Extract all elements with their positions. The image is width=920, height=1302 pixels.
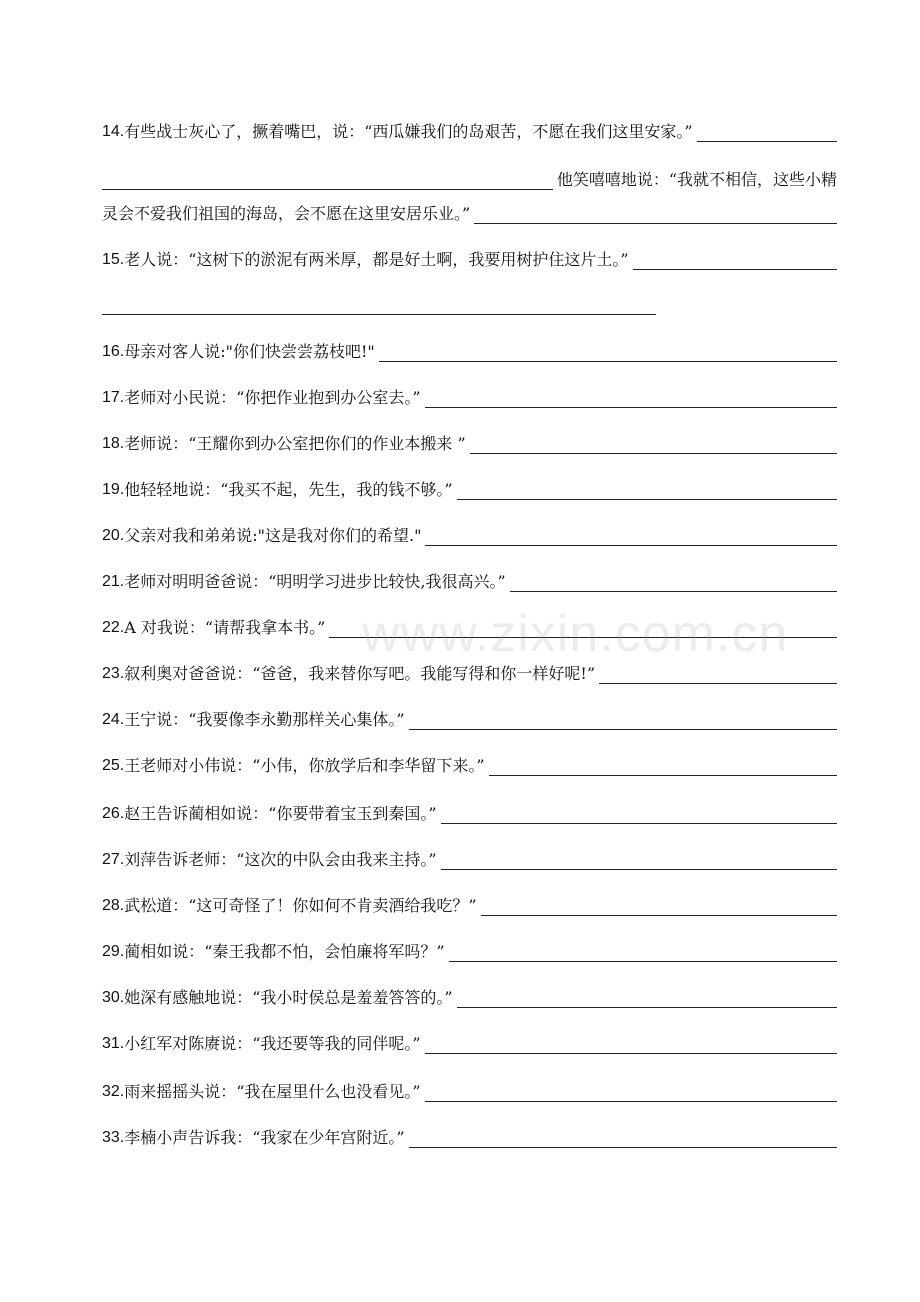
- question-15: [102, 246, 837, 270]
- question-text: 母亲对客人说:"你们快尝尝荔枝吧!": [124, 342, 375, 361]
- answer-blank[interactable]: [457, 989, 837, 1008]
- question-text: 老师说：“王耀你到办公室把你们的作业本搬来 ”: [124, 434, 466, 453]
- answer-blank[interactable]: [409, 711, 837, 730]
- question-text: 灵会不爱我们祖国的海岛，会不愿在这里安居乐业。”: [102, 204, 471, 223]
- question-14-line-3: [102, 200, 837, 224]
- question-text: 老师对明明爸爸说：“明明学习进步比较快,我很高兴。”: [124, 572, 506, 591]
- question-22: [102, 614, 837, 638]
- question-28: [102, 892, 837, 916]
- question-number: 29.: [102, 943, 125, 960]
- answer-blank[interactable]: [457, 481, 837, 500]
- question-27: [102, 846, 837, 870]
- answer-blank-continuation[interactable]: [102, 314, 656, 315]
- question-14: [102, 118, 837, 142]
- answer-blank[interactable]: [489, 757, 837, 776]
- answer-blank[interactable]: [379, 343, 837, 362]
- question-number: 30.: [102, 989, 125, 1006]
- answer-blank[interactable]: [470, 435, 837, 454]
- answer-blank[interactable]: [441, 851, 837, 870]
- question-26: [102, 800, 837, 824]
- question-18: [102, 430, 837, 454]
- question-number: 22.: [102, 619, 125, 636]
- question-text: 王宁说：“我要像李永勤那样关心集体。”: [124, 710, 405, 729]
- answer-blank[interactable]: [474, 205, 837, 224]
- answer-blank[interactable]: [481, 897, 837, 916]
- question-24: [102, 706, 837, 730]
- question-text: 小红军对陈赓说：“我还要等我的同伴呢。”: [124, 1034, 421, 1053]
- question-30: [102, 984, 837, 1008]
- question-number: 28.: [102, 897, 125, 914]
- answer-blank[interactable]: [409, 1129, 837, 1148]
- question-text: 王老师对小伟说：“小伟，你放学后和李华留下来。”: [124, 756, 485, 775]
- question-17: [102, 384, 837, 408]
- answer-blank[interactable]: [510, 573, 837, 592]
- question-number: 33.: [102, 1129, 125, 1146]
- answer-blank[interactable]: [425, 1035, 837, 1054]
- question-number: 26.: [102, 805, 125, 822]
- question-text: 老师对小民说：“你把作业抱到办公室去。”: [124, 388, 421, 407]
- answer-blank[interactable]: [425, 389, 837, 408]
- answer-blank[interactable]: [329, 619, 837, 638]
- answer-blank[interactable]: [633, 251, 837, 270]
- question-number: 24.: [102, 711, 125, 728]
- question-14-line-2: [102, 166, 837, 190]
- question-20: [102, 522, 837, 546]
- question-number: 25.: [102, 757, 125, 774]
- question-text: 老人说：“这树下的淤泥有两米厚，都是好土啊，我要用树护住这片土。”: [124, 250, 629, 269]
- answer-blank[interactable]: [425, 1083, 837, 1102]
- question-33: [102, 1124, 837, 1148]
- question-29: [102, 938, 837, 962]
- question-number: 18.: [102, 435, 125, 452]
- question-text: 刘萍告诉老师：“这次的中队会由我来主持。”: [124, 850, 437, 869]
- answer-blank[interactable]: [425, 527, 837, 546]
- question-text: 李楠小声告诉我：“我家在少年宫附近。”: [124, 1128, 405, 1147]
- answer-blank[interactable]: [441, 805, 837, 824]
- question-number: 27.: [102, 851, 125, 868]
- question-number: 15.: [102, 251, 125, 268]
- question-number: 19.: [102, 481, 125, 498]
- watermark: www.zixin.com.cn: [362, 605, 789, 663]
- question-text: 赵王告诉蔺相如说：“你要带着宝玉到秦国。”: [124, 804, 437, 823]
- question-number: 16.: [102, 343, 125, 360]
- question-text: 雨来摇摇头说：“我在屋里什么也没看见。”: [124, 1082, 421, 1101]
- question-text: 蔺相如说：“秦王我都不怕，会怕廉将军吗？”: [124, 942, 445, 961]
- question-text: 他笑嘻嘻地说：“我就不相信，这些小精: [556, 170, 837, 189]
- question-number: 23.: [102, 665, 125, 682]
- answer-blank[interactable]: [449, 943, 837, 962]
- question-19: [102, 476, 837, 500]
- question-21: [102, 568, 837, 592]
- question-25: [102, 752, 837, 776]
- question-text: 武松道：“这可奇怪了！你如何不肯卖酒给我吃？”: [124, 896, 477, 915]
- question-number: 14.: [102, 123, 125, 140]
- answer-blank[interactable]: [697, 123, 837, 142]
- question-number: 21.: [102, 573, 125, 590]
- answer-blank[interactable]: [599, 665, 837, 684]
- question-16: [102, 338, 837, 362]
- question-31: [102, 1030, 837, 1054]
- question-text: 叙利奥对爸爸说：“爸爸，我来替你写吧。我能写得和你一样好呢!”: [124, 664, 596, 683]
- answer-blank[interactable]: [102, 171, 553, 190]
- question-text: 他轻轻地说：“我买不起，先生，我的钱不够。”: [124, 480, 453, 499]
- question-32: [102, 1078, 837, 1102]
- question-text: 有些战士灰心了，撅着嘴巴，说：“西瓜嫌我们的岛艰苦，不愿在我们这里安家。”: [124, 122, 693, 141]
- question-number: 32.: [102, 1083, 125, 1100]
- question-number: 17.: [102, 389, 125, 406]
- question-text: A 对我说：“请帮我拿本书。”: [124, 618, 326, 637]
- question-23: [102, 660, 837, 684]
- question-text: 她深有感触地说：“我小时侯总是羞羞答答的。”: [124, 988, 453, 1007]
- question-number: 20.: [102, 527, 125, 544]
- question-number: 31.: [102, 1035, 125, 1052]
- question-text: 父亲对我和弟弟说:"这是我对你们的希望.": [124, 526, 422, 545]
